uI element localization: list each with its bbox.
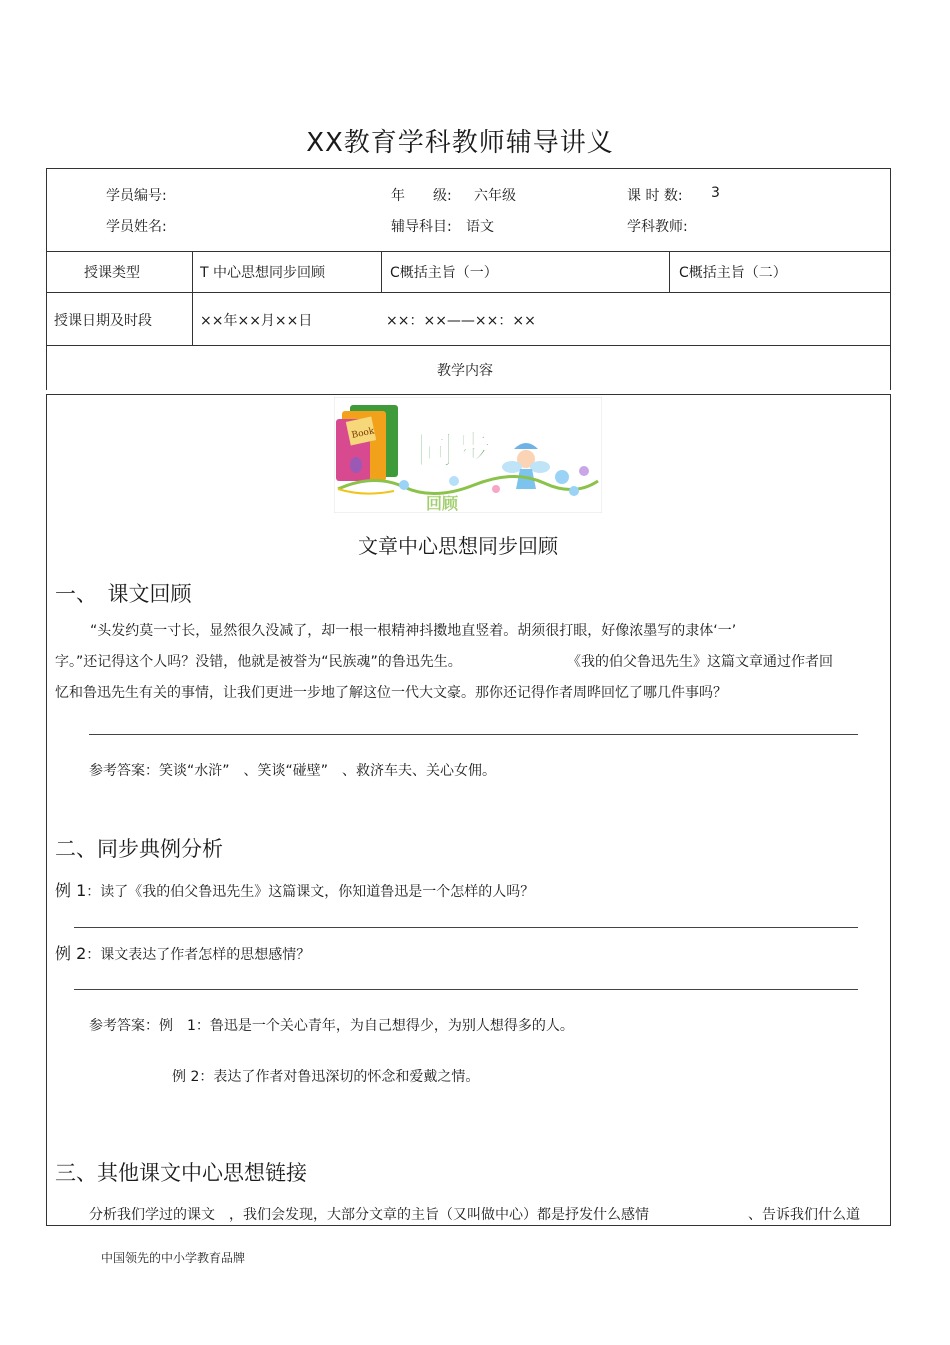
- student-name-label: 学员姓名:: [106, 219, 167, 235]
- student-id-label: 学员编号:: [106, 188, 167, 204]
- s3-line1b: 、告诉我们什么道: [748, 1207, 860, 1223]
- col-divider: [669, 251, 670, 292]
- example-2-text: ：课文表达了作者怎样的思想感情？: [86, 947, 311, 963]
- footer-brand: 中国领先的中小学教育品牌: [101, 1251, 246, 1265]
- lesson-type-col2: C概括主旨（一）: [390, 265, 498, 281]
- grade-value: 六年级: [474, 188, 516, 204]
- teacher-label: 学科教师:: [627, 219, 688, 235]
- row-divider: [46, 345, 891, 346]
- book-label: Book: [350, 426, 376, 441]
- col-divider: [192, 251, 193, 345]
- content-header: 教学内容: [437, 363, 493, 379]
- lesson-time-value: ××：××——××：××: [386, 313, 536, 329]
- lesson-type-col1: T 中心思想同步回顾: [200, 265, 326, 281]
- content-box: [46, 394, 891, 1226]
- lessons-value: 3: [711, 185, 720, 201]
- lesson-type-label: 授课类型: [84, 265, 140, 281]
- grade-label: 年 级:: [391, 188, 452, 204]
- s2-answer-2: 例 2：表达了作者对鲁迅深切的怀念和爱戴之情。: [172, 1069, 480, 1085]
- example-1: [55, 878, 534, 901]
- sync-banner-image: [334, 397, 602, 513]
- answer-blank-line: [89, 734, 858, 735]
- s1-line3: 忆和鲁迅先生有关的事情，让我们更进一步地了解这位一代大文豪。那你还记得作者周晔回忆了哪几件事吗？: [55, 685, 727, 701]
- s1-heading: 一、 课文回顾: [55, 582, 192, 606]
- lesson-date-value: ××年××月××日: [200, 313, 313, 329]
- s1-line2b: 《我的伯父鲁迅先生》这篇文章通过作者回: [567, 654, 833, 670]
- example-1-text: ：读了《我的伯父鲁迅先生》这篇课文，你知道鲁迅是一个怎样的人吗？: [86, 884, 535, 900]
- section-title: 文章中心思想同步回顾: [358, 534, 558, 558]
- example-2: [55, 941, 310, 964]
- subject-label: 辅导科目:: [391, 219, 452, 235]
- s3-line1a: 分析我们学过的课文 ，我们会发现，大部分文章的主旨（又叫做中心）都是抒发什么感情: [89, 1207, 649, 1223]
- lesson-type-col3: C概括主旨（二）: [679, 265, 787, 281]
- s3-heading: 三、其他课文中心思想链接: [55, 1161, 307, 1185]
- document-title: XX教育学科教师辅导讲义: [306, 128, 614, 158]
- subject-value: 语文: [466, 219, 494, 235]
- lessons-label: 课 时 数:: [627, 188, 683, 204]
- s1-line2a: 字。”还记得这个人吗？没错，他就是被誉为“民族魂”的鲁迅先生。: [55, 654, 462, 670]
- s2-answer-1: 参考答案：例 1：鲁迅是一个关心青年，为自己想得少，为别人想得多的人。: [89, 1018, 574, 1034]
- answer-blank-line: [74, 989, 858, 990]
- col-divider: [381, 251, 382, 292]
- answer-blank-line: [74, 927, 858, 928]
- lesson-date-label: 授课日期及时段: [54, 313, 152, 329]
- banner-sub-text: 回顾: [426, 494, 459, 513]
- row-divider: [46, 292, 891, 293]
- example-1-number: 例 1: [55, 881, 87, 900]
- row-divider: [46, 251, 891, 252]
- s1-line1: “头发约莫一寸长，显然很久没减了，却一根一根精神抖擞地直竖着。胡须很打眼，好像浓墨写的隶体‘一’: [90, 623, 737, 639]
- s1-answer: 参考答案：笑谈“水浒” 、笑谈“碰壁” 、救济车夫、关心女佣。: [89, 763, 497, 779]
- s2-heading: 二、同步典例分析: [55, 837, 223, 861]
- example-2-number: 例 2: [55, 944, 87, 963]
- banner-main-text: 同步: [416, 428, 493, 472]
